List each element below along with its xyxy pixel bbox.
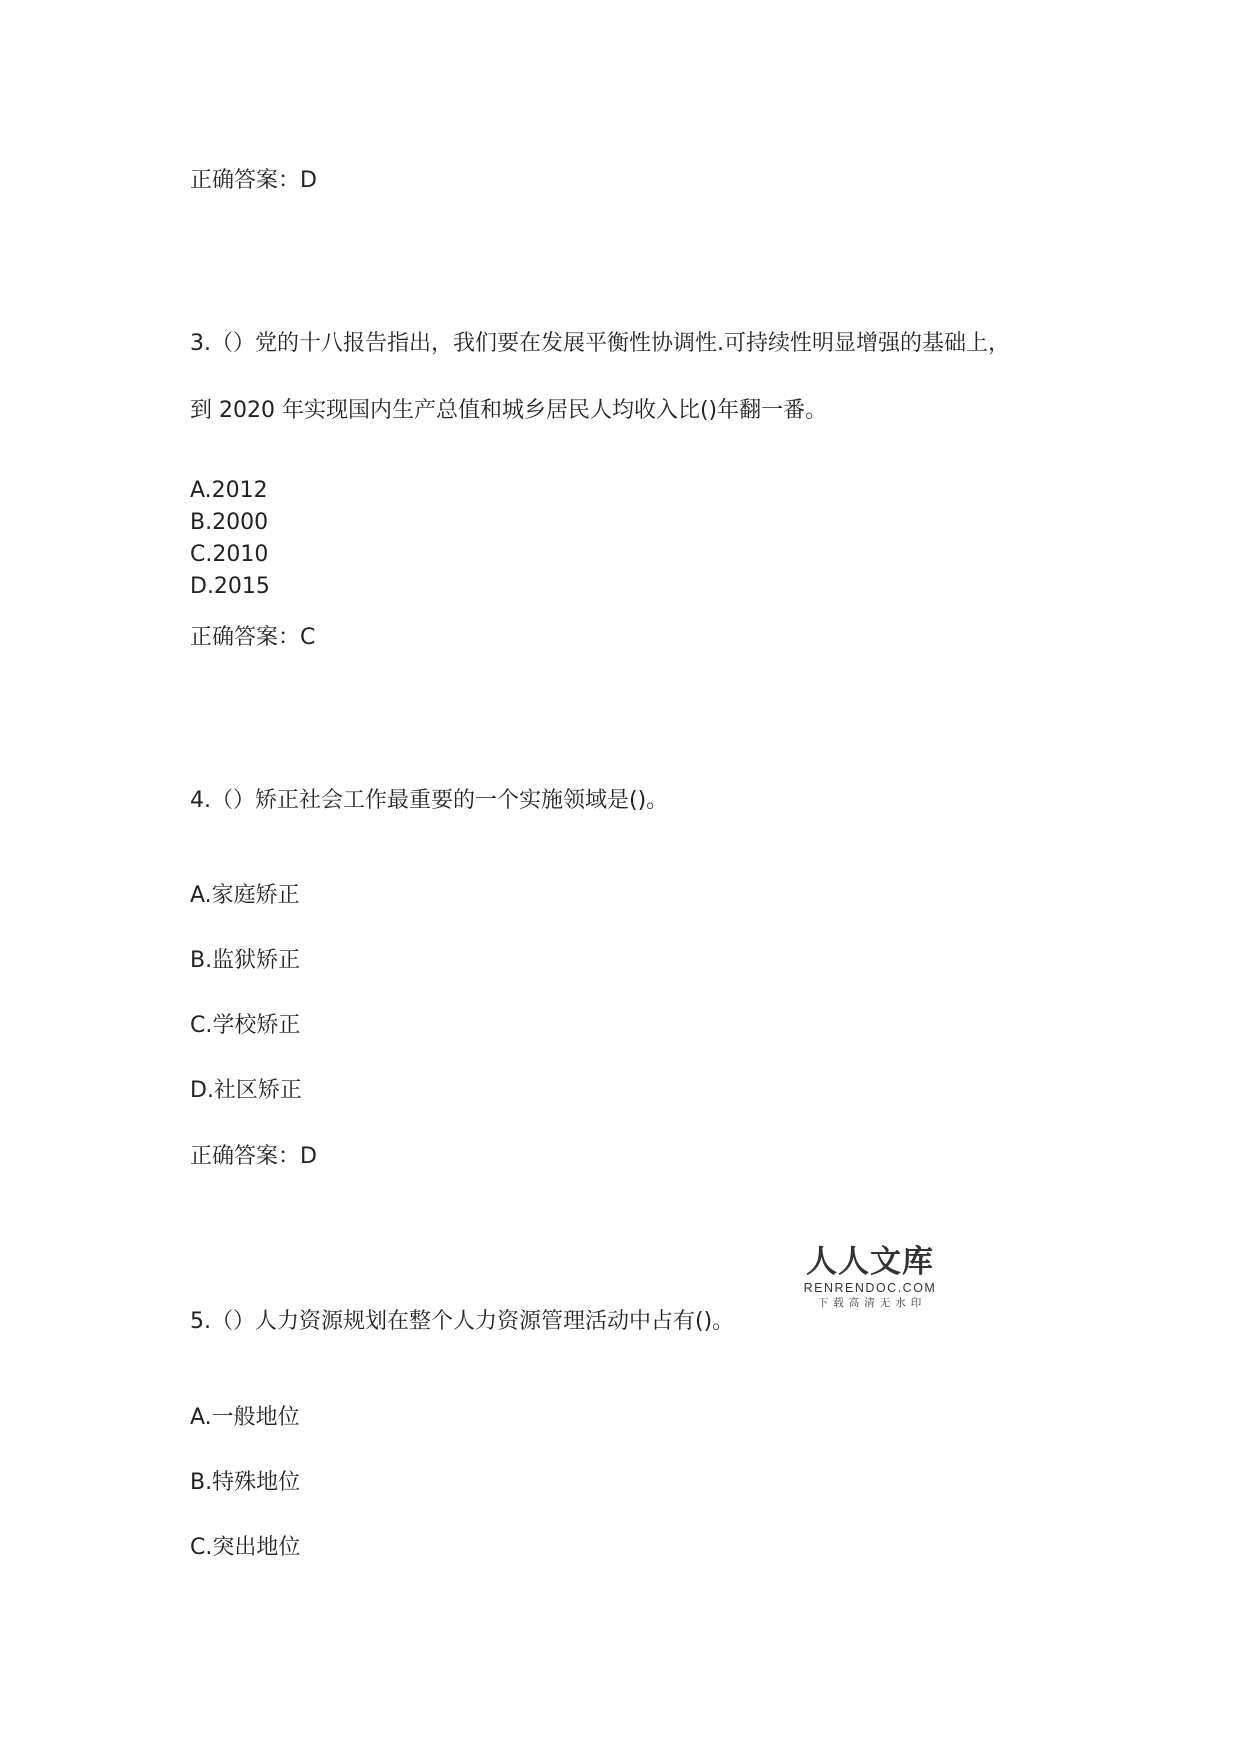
q4-option-c: C.学校矫正 (190, 1013, 301, 1038)
q5-option-b: B.特殊地位 (190, 1470, 301, 1495)
q3-option-c: C.2010 (190, 542, 269, 567)
watermark-logo (800, 1245, 940, 1310)
q2-answer: 正确答案：D (190, 168, 317, 193)
q3-option-a: A.2012 (190, 478, 268, 503)
q3-option-b: B.2000 (190, 510, 269, 535)
q5-stem: 5.（）人力资源规划在整个人力资源管理活动中占有()。 (190, 1309, 735, 1334)
watermark-url: RENRENDOC.COM (803, 1281, 937, 1295)
watermark-tagline: 下载高清无水印 (817, 1297, 927, 1309)
q3-option-d: D.2015 (190, 574, 270, 599)
q4-option-d: D.社区矫正 (190, 1078, 302, 1103)
q4-option-a: A.家庭矫正 (190, 883, 300, 908)
q4-option-b: B.监狱矫正 (190, 948, 301, 973)
q5-option-a: A.一般地位 (190, 1405, 300, 1430)
watermark-logo-text: 人人文库 (806, 1244, 934, 1280)
q3-answer: 正确答案：C (190, 625, 316, 650)
q4-stem: 4.（）矫正社会工作最重要的一个实施领域是()。 (190, 788, 669, 813)
q4-answer: 正确答案：D (190, 1144, 317, 1169)
q3-stem-line2: 到 2020 年实现国内生产总值和城乡居民人均收入比()年翻一番。 (190, 398, 828, 423)
q3-stem-line1: 3.（）党的十八报告指出，我们要在发展平衡性协调性.可持续性明显增强的基础上， (190, 331, 1010, 356)
q5-option-c: C.突出地位 (190, 1535, 301, 1560)
